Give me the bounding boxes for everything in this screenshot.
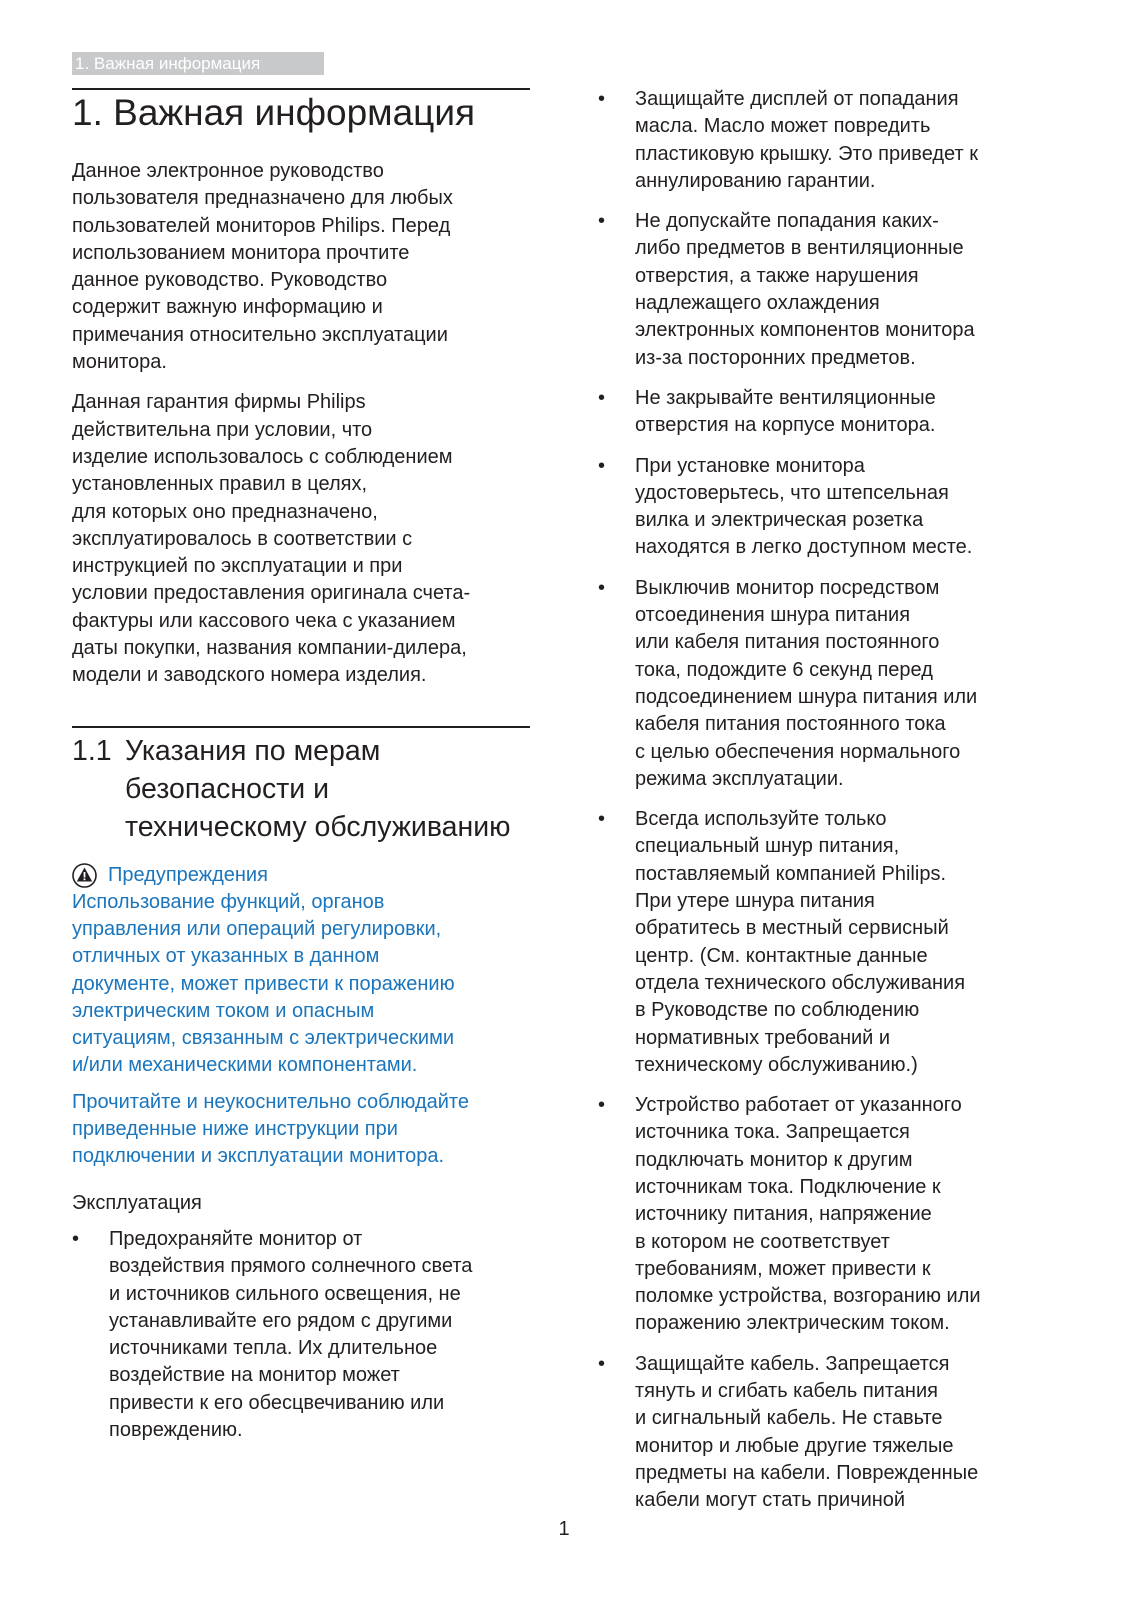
right-column <box>598 86 1068 1528</box>
intro-paragraph-1: Данное электронное руководство пользователя предназначено для любых пользователей мониторов Philips. Перед использованием монитора прочтите данное руководство. Руководство содержит важную информацию и примечания относительно эксплуатации монитора. <box>72 160 453 374</box>
warning-heading-row <box>72 862 542 889</box>
chapter-title: 1. Важная информация <box>72 92 476 133</box>
operation-list-left <box>72 1226 542 1444</box>
page-number: 1 <box>558 1518 570 1540</box>
section-heading <box>72 732 542 846</box>
warning-heading: Предупреждения <box>108 863 268 886</box>
section-number: 1.1 <box>72 734 112 767</box>
list-item: • Не закрывайте вентиляционные отверстия на корпусе монитора. <box>598 385 1068 440</box>
left-column <box>72 158 542 1457</box>
list-item: • Всегда используйте только специальный шнур питания, поставляемый компанией Philips. При утере шнура питания обратитесь в местный сервисный центр. (См. контактные данные отдела технического обслуживания в Руководстве по соблюдению нормативных требований и техническому обслуживанию.) <box>598 806 1068 1079</box>
warning-icon <box>72 863 97 888</box>
list-item: • Не допускайте попадания каких- либо предметов в вентиляционные отверстия, а также нарушения надлежащего охлаждения электронных компонентов монитора из-за посторонних предметов. <box>598 208 1068 372</box>
list-item: • Предохраняйте монитор от воздействия прямого солнечного света и источников сильного освещения, не устанавливайте его рядом с другими источниками тепла. Их длительное воздействие на монитор может привести к его обесцвечиванию или повреждению. <box>72 1226 542 1444</box>
operation-heading: Эксплуатация <box>72 1191 202 1214</box>
section-title: Указания по мерам безопасности и техническому обслуживанию <box>125 734 511 843</box>
list-item: • Защищайте дисплей от попадания масла. Масло может повредить пластиковую крышку. Это приведет к аннулированию гарантии. <box>598 86 1068 195</box>
list-item: • Выключив монитор посредством отсоединения шнура питания или кабеля питания постоянного тока, подождите 6 секунд перед подсоединением шнура питания или кабеля питания постоянного тока с целью обеспечения нормального режима эксплуатации. <box>598 575 1068 793</box>
operation-list-right <box>598 86 1068 1515</box>
list-item: • Защищайте кабель. Запрещается тянуть и сгибать кабель питания и сигнальный кабель. Не ставьте монитор и любые другие тяжелые предметы на кабели. Поврежденные кабели могут стать причиной <box>598 1351 1068 1515</box>
intro-paragraph-2: Данная гарантия фирмы Philips действительна при условии, что изделие использовалось с соблюдением установленных правил в целях, для которых оно предназначено, эксплуатировалось в соответствии с инструкцией по эксплуатации и при условии предоставления оригинала счета- фактуры или кассового чека с указанием даты покупки, названия компании-дилера, модели и заводского номера изделия. <box>72 391 471 687</box>
list-item: • Устройство работает от указанного источника тока. Запрещается подключать монитор к другим источникам тока. Подключение к источнику питания, напряжение в котором не соответствует требованиям, может привести к поломке устройства, возгоранию или поражению электрическим током. <box>598 1092 1068 1338</box>
chapter-tab-label: 1. Важная информация <box>72 52 324 75</box>
warning-text-2: Прочитайте и неукоснительно соблюдайте приведенные ниже инструкции при подключении и эксплуатации монитора. <box>72 1090 469 1168</box>
warning-text-1: Использование функций, органов управления или операций регулировки, отличных от указанных в данном документе, может привести к поражению электрическим током и опасным ситуациям, связанным с электрическими и/или механическими компонентами. <box>72 890 455 1077</box>
list-item: • При установке монитора удостоверьтесь, что штепсельная вилка и электрическая розетка находятся в легко доступном месте. <box>598 453 1068 562</box>
section-rule <box>72 726 530 728</box>
